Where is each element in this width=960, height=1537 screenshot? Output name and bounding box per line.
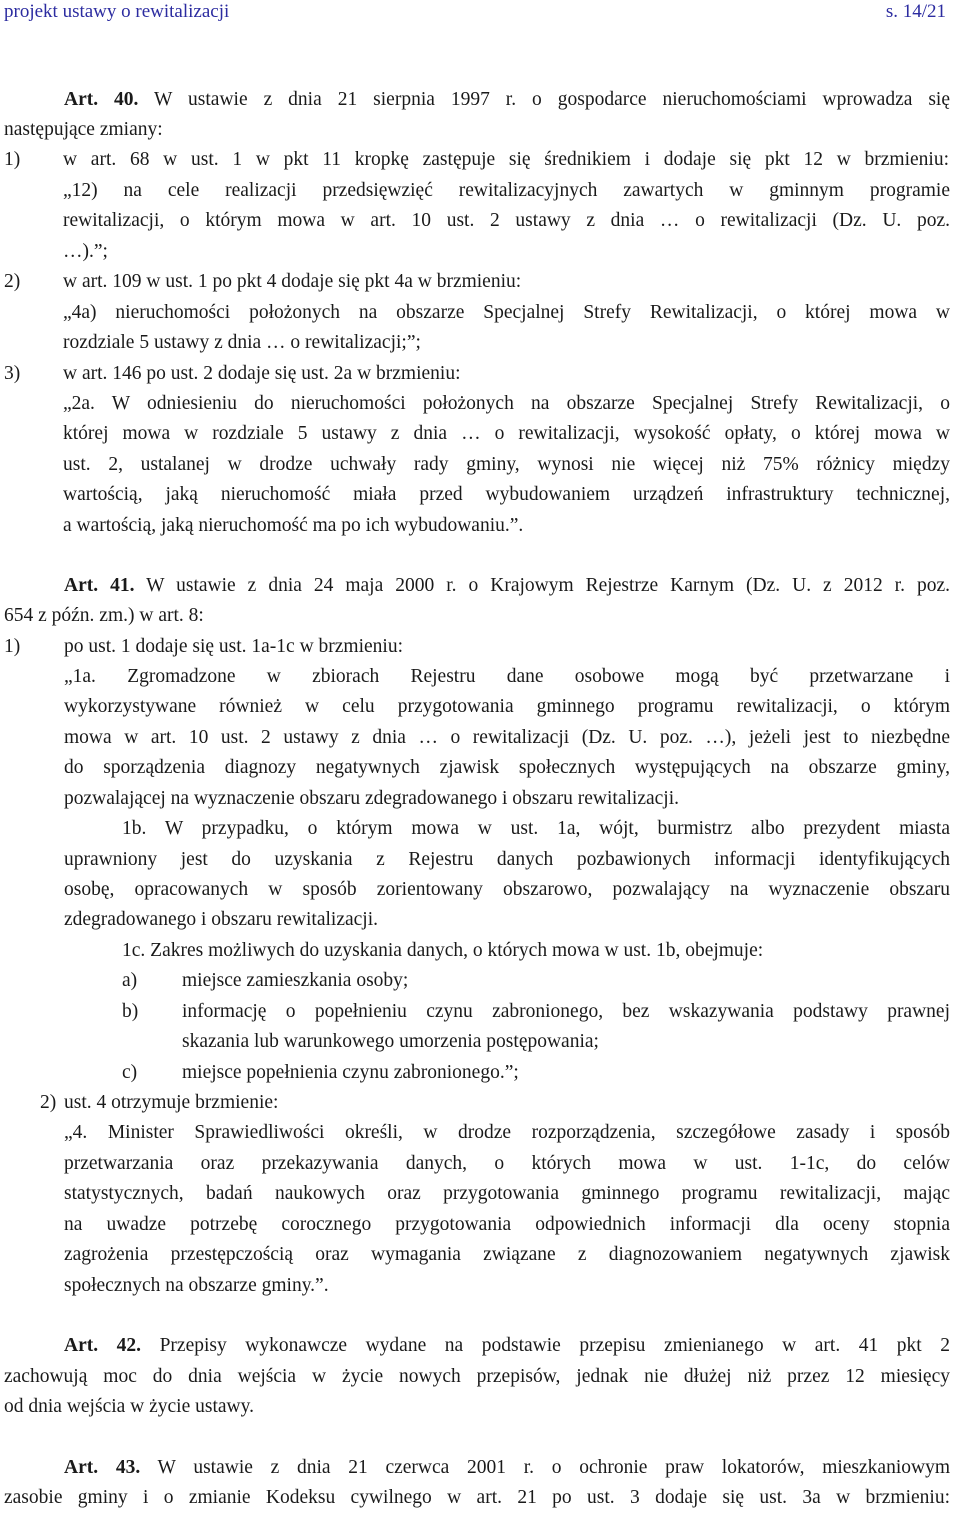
text-line [63, 270, 521, 294]
list-marker: 2) [40, 1092, 57, 1113]
text-line [63, 483, 950, 507]
text-line [64, 1091, 278, 1115]
page-number: s. 14/21 [885, 1, 946, 22]
text-line [63, 240, 108, 264]
line-text: uprawniony jest do uzyskania z Rejestru danych pozbawionych informacji identyfikujących [64, 849, 950, 870]
line-text: do sporządzenia diagnozy negatywnych zjawisk społecznych występujących na obszarze gminy, [64, 757, 950, 778]
article-number: Art. 40. [64, 89, 139, 110]
article-number: Art. 43. [64, 1457, 141, 1478]
line-text: miejsce popełnienia czynu zabronionego.”; [182, 1062, 519, 1083]
text-line [64, 635, 403, 659]
text-line [63, 422, 950, 446]
text-line [64, 848, 950, 872]
line-text: przetwarzania oraz przekazywania danych, o których mowa w ust. 1-1c, do celów [64, 1153, 950, 1174]
list-marker: b) [122, 1001, 139, 1022]
line-text: mowa w art. 10 ust. 2 ustawy z dnia … o rewitalizacji (Dz. U. poz. …), jeżeli jest to niezbędne [64, 727, 950, 748]
line-text: społecznych na obszarze gminy.”. [64, 1275, 329, 1296]
list-marker: 1) [4, 636, 21, 657]
line-text: „1a. Zgromadzone w zbiorach Rejestru dane osobowe mogą być przetwarzane i [64, 666, 950, 687]
text-line [64, 787, 679, 811]
line-text: a wartością, jaką nieruchomość ma po ich wybudowaniu.”. [63, 515, 524, 536]
text-line [182, 1030, 599, 1054]
line-text: następujące zmiany: [4, 119, 163, 140]
line-text: 654 z późn. zm.) w art. 8: [4, 605, 204, 626]
list-marker: a) [122, 970, 138, 991]
text-line [64, 1274, 329, 1298]
text-line [182, 969, 408, 993]
line-text: …).”; [63, 241, 108, 262]
text-line [64, 1121, 950, 1145]
line-text: na uwadze potrzebę corocznego przygotowania odpowiednich informacji dla oceny stopnia [64, 1214, 950, 1235]
text-line [64, 756, 950, 780]
line-text: ust. 4 otrzymuje brzmienie: [64, 1092, 279, 1113]
line-text: statystycznych, badań naukowych oraz przygotowania gminnego programu rewitalizacji, mając [64, 1183, 950, 1204]
text-line [64, 726, 950, 750]
text-line [63, 514, 523, 538]
text-line [63, 331, 421, 355]
line-text: po ust. 1 dodaje się ust. 1a-1c w brzmieniu: [64, 636, 404, 657]
text-line [64, 1213, 950, 1237]
line-text: W ustawie z dnia 21 sierpnia 1997 r. o gospodarce nieruchomościami wprowadza się [138, 89, 950, 110]
line-text: zagrożenia przestępczością oraz wymagania związane z diagnozowaniem negatywnych zjawisk [64, 1244, 950, 1265]
line-text: zachowują moc do dnia wejścia w życie nowych przepisów, jednak nie dłużej niż przez 12 miesięcy [4, 1366, 950, 1387]
line-text: W ustawie z dnia 21 czerwca 2001 r. o ochronie praw lokatorów, mieszkaniowym [140, 1457, 951, 1478]
article-heading-line [64, 88, 950, 112]
line-text: wartością, jaką nieruchomość miała przed wybudowaniem urządzeń infrastruktury technicznej, [63, 484, 950, 505]
text-line [4, 1486, 950, 1510]
line-text: Przepisy wykonawcze wydane na podstawie przepisu zmienianego w art. 41 pkt 2 [141, 1335, 950, 1356]
article-heading-line [64, 574, 950, 598]
text-line [64, 908, 378, 932]
text-line [63, 301, 950, 325]
line-text: 1c. Zakres możliwych do uzyskania danych, o których mowa w ust. 1b, obejmuje: [122, 940, 764, 961]
list-marker: 3) [4, 363, 21, 384]
line-text: wykorzystywane również w celu przygotowania gminnego programu rewitalizacji, o którym [64, 696, 950, 717]
line-text: od dnia wejścia w życie ustawy. [4, 1396, 254, 1417]
list-marker: 1) [4, 149, 21, 170]
line-text: informację o popełnieniu czynu zabronionego, bez wskazywania podstawy prawnej [182, 1001, 950, 1022]
text-line [63, 392, 950, 416]
document-title: projekt ustawy o rewitalizacji [4, 1, 230, 22]
text-line [64, 695, 950, 719]
list-marker: c) [122, 1062, 138, 1083]
list-marker: 2) [4, 271, 21, 292]
line-text: rewitalizacji, o którym mowa w art. 10 ust. 2 ustawy z dnia … o rewitalizacji (Dz. U. poz. [63, 210, 950, 231]
line-text: 1b. W przypadku, o którym mowa w ust. 1a, wójt, burmistrz albo prezydent miasta [122, 818, 950, 839]
page-header [4, 0, 946, 24]
line-text: „12) na cele realizacji przedsięwzięć rewitalizacyjnych zawartych w gminnym programie [63, 180, 950, 201]
line-text: w art. 68 w ust. 1 w pkt 11 kropkę zastępuje się średnikiem i dodaje się pkt 12 w brzmieniu: [63, 149, 949, 170]
article-number: Art. 41. [64, 575, 135, 596]
text-line [182, 1000, 950, 1024]
text-line [63, 453, 950, 477]
line-text: w art. 109 w ust. 1 po pkt 4 dodaje się pkt 4a w brzmieniu: [63, 271, 522, 292]
text-line [64, 665, 950, 689]
line-text: zdegradowanego i obszaru rewitalizacji. [64, 909, 379, 930]
article-number: Art. 42. [64, 1335, 142, 1356]
text-line [64, 878, 950, 902]
line-text: osobę, opracowanych w sposób zorientowany obszarowo, pozwalający na wyznaczenie obszaru [64, 879, 950, 900]
line-text: pozwalającej na wyznaczenie obszaru zdegradowanego i obszaru rewitalizacji. [64, 788, 680, 809]
article-heading-line [64, 1456, 950, 1480]
text-line [63, 362, 461, 386]
text-line [63, 209, 950, 233]
line-text: „2a. W odniesieniu do nieruchomości położonych na obszarze Specjalnej Strefy Rewitalizacji, o [63, 393, 950, 414]
line-text: „4. Minister Sprawiedliwości określi, w drodze rozporządzenia, szczegółowe zasady i sposób [64, 1122, 950, 1143]
text-line [4, 1365, 950, 1389]
text-line [63, 148, 949, 172]
line-text: której mowa w rozdziale 5 ustawy z dnia … o rewitalizacji, wysokość opłaty, o której mowa w [63, 423, 950, 444]
text-line [63, 179, 950, 203]
line-text: zasobie gminy i o zmianie Kodeksu cywilnego w art. 21 po ust. 3 dodaje się ust. 3a w brzmieniu: [4, 1487, 950, 1508]
line-text: W ustawie z dnia 24 maja 2000 r. o Krajowym Rejestrze Karnym (Dz. U. z 2012 r. poz. [134, 575, 950, 596]
text-line [4, 604, 204, 628]
line-text: skazania lub warunkowego umorzenia postępowania; [182, 1031, 599, 1052]
line-text: „4a) nieruchomości położonych na obszarze Specjalnej Strefy Rewitalizacji, o której mowa w [63, 302, 950, 323]
text-line [64, 1152, 950, 1176]
line-text: ust. 2, ustalanej w drodze uchwały rady gminy, wynosi nie więcej niż 75% różnicy między [63, 454, 950, 475]
line-text: w art. 146 po ust. 2 dodaje się ust. 2a w brzmieniu: [63, 363, 461, 384]
line-text: miejsce zamieszkania osoby; [182, 970, 409, 991]
text-line [122, 817, 950, 841]
text-line [4, 118, 163, 142]
text-line [64, 1182, 950, 1206]
line-text: rozdziale 5 ustawy z dnia … o rewitalizacji;”; [63, 332, 421, 353]
text-line [4, 1395, 254, 1419]
text-line [122, 939, 763, 963]
text-line [182, 1061, 519, 1085]
article-heading-line [64, 1334, 950, 1358]
text-line [64, 1243, 950, 1267]
